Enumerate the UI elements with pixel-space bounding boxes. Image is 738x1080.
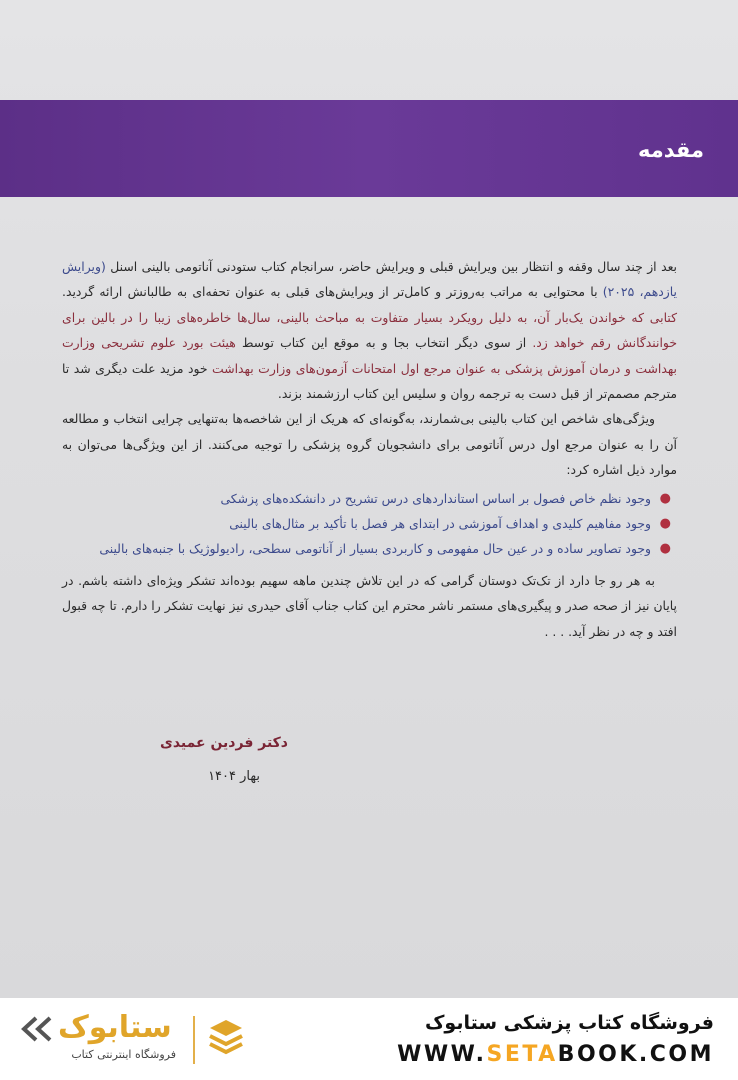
chapter-banner — [0, 100, 738, 197]
store-footer — [0, 998, 738, 1080]
chapter-title: مقدمه — [638, 138, 704, 162]
logo-tagline: فروشگاه اینترنتی کتاب — [71, 1048, 176, 1061]
edition-note: (ویرایش یازدهم، ۲۰۲۵) — [62, 259, 677, 300]
list-item: ● وجود تصاویر ساده و در عین حال مفهومی و کاربردی بسیار از آناتومی سطحی، رادیولوژیک با جنبه‌های بالینی — [62, 536, 655, 561]
author-name: دکتر فردین عمیدی — [160, 735, 288, 751]
list-item: ● وجود مفاهیم کلیدی و اهداف آموزشی در ابتدای هر فصل با تأکید بر مثال‌های بالینی — [62, 511, 655, 536]
bullet-icon: ● — [659, 516, 671, 532]
paragraph-3: به هر رو جا دارد از تک‌تک دوستان گرامی که در این تلاش چندین ماهه سهیم بوده‌اند تشکر ویژه‌ای داشته باشم. در پایان نیز از صحه صدر و پیگیری‌های مستمر ناشر محترم این کتاب جناب آقای حیدری نیز نهایت تشکر را دارم. تا چه قبول افتد و چه در نظر آید. . . . — [62, 572, 677, 639]
intro-text — [62, 254, 677, 644]
book-stack-icon — [206, 1018, 246, 1058]
highlight-quote: کتابی که خواندن یک‌بار آن، به دلیل رویکرد بسیار متفاوت به مباحث بالینی، سال‌ها خاطره‌های زیبا را در بالین برای خوانندگانش رقم خواهد زد. — [62, 309, 677, 351]
highlight-board: هیئت بورد علوم تشریحی وزارت بهداشت و درمان آموزش پزشکی به عنوان مرجع اول امتحانات آزمون‌های وزارت بهداشت — [62, 335, 677, 376]
store-name: فروشگاه کتاب پزشکی ستابوک — [424, 1012, 714, 1034]
store-url-link[interactable]: WWW.SETABOOK.COM — [397, 1042, 714, 1067]
list-item: ● وجود نظم خاص فصول بر اساس استانداردهای درس تشریح در دانشکده‌های پزشکی — [62, 486, 655, 511]
paragraph-2: ویژگی‌های شاخص این کتاب بالینی بی‌شمارند، به‌گونه‌ای که هریک از این شاخصه‌ها به‌تنهایی چرایی انتخاب و مطالعه آن را به عنوان مرجع اول درس آناتومی برای دانشجویان گروه پزشکی را توجیه می‌کنند. از این ویژگی‌ها می‌توان به موارد ذیل اشاره کرد: — [62, 411, 677, 478]
bullet-icon: ● — [659, 490, 671, 506]
store-logo[interactable] — [20, 1012, 290, 1068]
features-list — [62, 486, 677, 562]
bullet-icon: ● — [659, 541, 671, 557]
chevron-icon — [20, 1014, 54, 1044]
paragraph-1: بعد از چند سال وقفه و انتظار بین ویرایش قبلی و ویرایش حاضر، سرانجام کتاب ستودنی آناتومی بالینی اسنل (ویرایش یازدهم، ۲۰۲۵) با محتوایی به مراتب به‌روزتر و کامل‌تر از ویرایش‌های قبلی به عنوان تحفه‌ای به طالبانش ارائه گردید. کتابی که خواندن یک‌بار آن، به دلیل رویکرد بسیار متفاوت به مباحث بالینی، سال‌ها خاطره‌های زیبا را در بالین برای خوانندگانش رقم خواهد زد. از سوی دیگر انتخاب بجا و به موقع این کتاب توسط هیئت بورد علوم تشریحی وزارت بهداشت و درمان آموزش پزشکی به عنوان مرجع اول امتحانات آزمون‌های وزارت بهداشت خود مزید علت دیگری شد تا مترجم مصمم‌تر از قبل دست به ترجمه روان و سلیس این کتاب ارزشمند بزند. — [62, 259, 677, 402]
logo-divider — [193, 1016, 195, 1064]
date-text: بهار ۱۴۰۴ — [208, 769, 260, 784]
logo-wordmark: ستابوک — [58, 1010, 172, 1045]
